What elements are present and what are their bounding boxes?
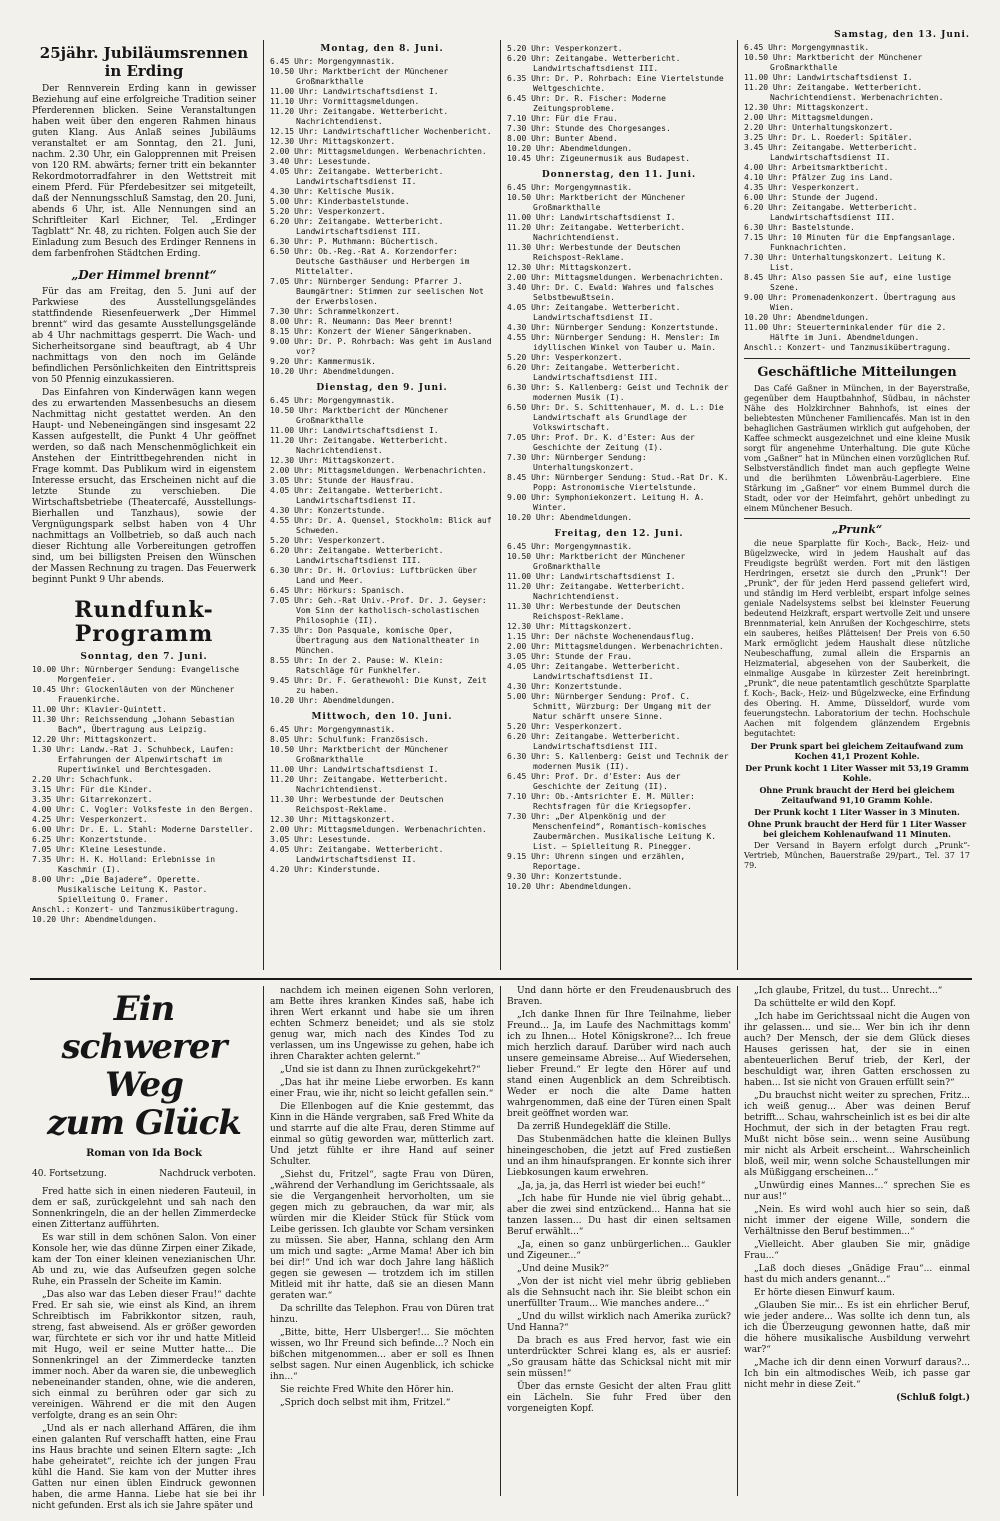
radio-program-item: 11.00 Uhr: Landwirtschaftsdienst I. (507, 213, 676, 222)
radio-program-item: 6.25 Uhr: Konzertstunde. (32, 835, 148, 844)
novel-paragraph: Fred hatte sich in einen niederen Fauteuil, in dem er saß, zurückgelehnt und sah nach den Sonnenkringeln, die an der hellen Zimmerdecke einen Zittertanz aufführten. (32, 1187, 256, 1230)
radio-program-item: 4.05 Uhr: Zeitangabe. Wetterbericht. Landwirtschaftsdienst II. (507, 662, 681, 681)
novel-paragraph: „Siehst du, Fritzel“, sagte Frau von Düren, „während der Verhandlung im Gerichtssaale, als sie die Vergangenheit hervorholten, um sie gegen mich zu gebrauchen, da war mir, als würden mir die Kleider Stück für Stück vom Leibe gerissen. Ich glaubte vor Scham versinken zu müssen. Sie aber, Hanna, schlang den Arm um mich und sagte: „Arme Mama! Aber ich bin bei dir!“ Und ich war doch Jahre lang häßlich gegen sie gewesen — trotzdem ich im stillen Mitleid mit ihr hatte, daß sie an diesen Mann geraten war.“ (270, 1170, 494, 1301)
radio-program-item: 10.00 Uhr: Nürnberger Sendung: Evangelische Morgenfeier. (32, 665, 240, 684)
radio-program-item: 3.35 Uhr: Gitarrekonzert. (32, 795, 153, 804)
radio-day-list (270, 396, 494, 706)
radio-program-item: 11.30 Uhr: Werbestunde der Deutschen Reichspost-Reklame. (270, 795, 444, 814)
radio-day-heading: Donnerstag, den 11. Juni. (541, 170, 697, 180)
radio-program-item: 10.20 Uhr: Abendmeldungen. (507, 882, 633, 891)
radio-program-item: 7.30 Uhr: Unterhaltungskonzert. Leitung K. List. (744, 253, 947, 272)
radio-program-item: 10.50 Uhr: Marktbericht der Münchener Großmarkthalle (270, 406, 449, 425)
radio-program-item: 11.00 Uhr: Klavier-Quintett. (32, 705, 167, 714)
radio-program-item: 5.20 Uhr: Vesperkonzert. (270, 207, 386, 216)
column-third-top (507, 44, 731, 974)
column-rule-2 (500, 40, 501, 970)
divider (744, 518, 970, 519)
radio-program-item: 6.45 Uhr: Prof. Dr. d'Ester: Aus der Geschichte der Zeitung (II). (507, 772, 681, 791)
radio-program-item: 9.30 Uhr: Konzertstunde. (507, 872, 623, 881)
radio-program-item: 8.55 Uhr: In der 2. Pause: W. Klein: Ratschläge für Funkhelfer. (270, 656, 444, 675)
radio-day-list (270, 725, 494, 875)
radio-program-item: 9.00 Uhr: Symphoniekonzert. Leitung H. A. Winter. (507, 493, 705, 512)
novel-paragraph: „Bitte, bitte, Herr Ulsberger!... Sie möchten wissen, wo Ihr Freund sich befinde...? Noch ein bißchen mitgenommen... aber er soll es Ihnen selbst sagen. Nur einen Augenblick, ich schicke ihn...“ (270, 1328, 494, 1382)
novel-paragraph: Und dann hörte er den Freudenausbruch des Braven. (507, 986, 731, 1007)
novel-installment: 40. Fortsetzung. (32, 1169, 107, 1179)
radio-program-item: 6.20 Uhr: Zeitangabe. Wetterbericht. Landwirtschaftsdienst III. (507, 363, 681, 382)
radio-day-heading: Dienstag, den 9. Juni. (316, 383, 448, 393)
radio-program-item: 4.25 Uhr: Vesperkonzert. (32, 815, 148, 824)
radio-program-item: 4.30 Uhr: Keltische Musik. (270, 187, 396, 196)
radio-program-item: 8.45 Uhr: Also passen Sie auf, eine lustige Szene. (744, 273, 952, 292)
radio-program-item: 7.10 Uhr: Ob.-Amtsrichter E. M. Müller: Rechtsfragen für die Kriegsopfer. (507, 792, 695, 811)
radio-program-item: 4.20 Uhr: Kinderstunde. (270, 865, 381, 874)
prunk-text: die neue Sparplatte für Koch-, Back-, Heiz- und Bügelzwecke, wird in jedem Haushalt auf das Freudigste begrüßt werden. Fort mit den lästigen Herdringen, ersetzt sie durch den „Prunk“! Der „Prunk“, der für jeden Herd passend geliefert wird, und ständig im Herd verbleibt, erspart infolge seines geniale Nadelsystems selbst bei kleinster Feuerung bedeutend Heizkraft, erspart wertvolle Zeit und unsere Brennmaterial, kein Anrußen der Kochgeschirre, stets ein sauberes, heißes Plätteisen! Der Preis von 6.50 Mark ermöglicht jedem Haushalt diese nützliche Neubeschaffung, zumal allein die Ersparnis an Heizmaterial, abgesehen von der Sauberkeit, die einmalige Ausgabe in kürzester Zeit hereinbringt. „Prunk“, die neue patentamtlich geschützte Sparplatte f. Koch-, Back-, Heiz- und Bügelzwecke, eine Erfindung des Obering. H. Amme, Düsseldorf, wurde vom feuerungstechn. Laboratorium der techn. Hochschule Aachen mit folgendem glänzendem Ergebnis begutachtet: (744, 539, 970, 738)
radio-day-heading: Samstag, den 13. Juni. (834, 30, 970, 40)
radio-program-item: Anschl.: Konzert- und Tanzmusikübertragung. (744, 343, 952, 352)
radio-program-item: 6.30 Uhr: S. Kallenberg: Geist und Technik der modernen Musik (I). (507, 383, 729, 402)
radio-program-item: 9.45 Uhr: Dr. F. Gerathewohl: Die Kunst, Zeit zu haben. (270, 676, 487, 695)
radio-program-item: 10.50 Uhr: Marktbericht der Münchener Großmarkthalle (507, 552, 686, 571)
radio-program-item: 5.20 Uhr: Vesperkonzert. (507, 722, 623, 731)
novel-paragraph: nachdem ich meinen eigenen Sohn verloren, am Bette ihres kranken Kindes saß, habe ich ihren Wert erkannt und habe sie um ihren echten Schmerz beneidet; und als sie stolz genug war, mich nach des Kindes Tod zu verlassen, um ins Ungewisse zu gehen, habe ich ihren Charakter achten gelernt.“ (270, 986, 494, 1062)
radio-program-item: 6.20 Uhr: Zeitangabe. Wetterbericht. Landwirtschaftsdienst III. (744, 203, 918, 222)
radio-program-item: 6.50 Uhr: Dr. S. Schittenhauer, M. d. L.: Die Landwirtschaft als Grundlage der Volkswirtschaft. (507, 403, 724, 432)
novel-paragraph: „Glauben Sie mir... Es ist ein ehrlicher Beruf, wie jeder andere... Was sollte ich denn tun, als ich die Überzeugung gewonnen hatte, daß mir die höhere musikalische Ausbildung verwehrt war?“ (744, 1301, 970, 1355)
radio-program-item: 2.20 Uhr: Unterhaltungskonzert. (744, 123, 894, 132)
radio-program-item: 11.00 Uhr: Landwirtschaftsdienst I. (507, 572, 676, 581)
radio-day-heading: Sonntag, den 7. Juni. (80, 652, 208, 662)
column-rule-1 (263, 40, 264, 970)
radio-program-item: 9.20 Uhr: Kammermusik. (270, 357, 376, 366)
radio-program-item: 11.20 Uhr: Zeitangabe. Wetterbericht. Nachrichtendienst. Werbenachrichten. (744, 83, 944, 102)
radio-program-item: 11.00 Uhr: Landwirtschaftsdienst I. (270, 426, 439, 435)
novel-paragraph: „Ich danke Ihnen für Ihre Teilnahme, lieber Freund... Ja, im Laufe des Nachmittags komm' ich zu Ihnen... Hotel Königskrone?... Ich freue mich herzlich darauf. Darüber wird nach auch unsere gemeinsame Abreise... Auf Wiedersehen, lieber Freund.“ Er legte den Hörer auf und stand einen Augenblick an dem Schreibtisch. Weder er noch die alte Dame hatten wahrgenommen, daß eine der Türen einen Spalt breit geöffnet worden war. (507, 1010, 731, 1119)
novel-paragraph: „Ja, einen so ganz unbürgerlichen... Gaukler und Zigeuner...“ (507, 1240, 731, 1261)
prunk-result-5: Ohne Prunk braucht der Herd für 1 Liter Wasser bei gleichem Kohlenaufwand 11 Minuten. (747, 819, 967, 839)
radio-program-item: 5.20 Uhr: Vesperkonzert. (270, 536, 386, 545)
novel-rule-3 (737, 986, 738, 1496)
novel-rule-1 (263, 986, 264, 1496)
radio-program-item: 7.30 Uhr: Stunde des Chorgesanges. (507, 124, 671, 133)
radio-program-item: 8.45 Uhr: Nürnberger Sendung: Stud.-Rat Dr. K. Popp: Astronomische Viertelstunde. (507, 473, 729, 492)
novel-paragraph: „Vielleicht. Aber glauben Sie mir, gnädige Frau...“ (744, 1240, 970, 1261)
radio-program-item: 4.10 Uhr: Pfälzer Zug ins Land. (744, 173, 894, 182)
radio-program-item: 11.20 Uhr: Zeitangabe. Wetterbericht. Nachrichtendienst. (507, 582, 686, 601)
radio-program-item: 2.00 Uhr: Mittagsmeldungen. (744, 113, 875, 122)
radio-program-item: 4.30 Uhr: Nürnberger Sendung: Konzertstunde. (507, 323, 719, 332)
column-right-top (744, 30, 970, 974)
radio-program-item: 9.15 Uhr: Uhrenn singen und erzählen, Reportage. (507, 852, 686, 871)
radio-program-item: 10.50 Uhr: Marktbericht der Münchener Großmarkthalle (270, 67, 449, 86)
radio-day-heading: Mittwoch, den 10. Juni. (311, 712, 453, 722)
radio-program-item: 4.05 Uhr: Zeitangabe. Wetterbericht. Landwirtschaftsdienst II. (270, 486, 444, 505)
radio-program-item: 6.45 Uhr: Morgengymnastik. (270, 396, 396, 405)
radio-program-item: 3.05 Uhr: Stunde der Hausfrau. (270, 476, 415, 485)
radio-program-item: 6.45 Uhr: Dr. R. Fischer: Moderne Zeitungsprobleme. (507, 94, 666, 113)
radio-day-list (507, 183, 731, 523)
radio-program-item: 12.30 Uhr: Mittagskonzert. (507, 622, 633, 631)
radio-program-item: Anschl.: Konzert- und Tanzmusikübertragung. (32, 905, 240, 914)
novel-paragraph: „Von der ist nicht viel mehr übrig geblieben als die Sehnsucht nach ihr. Sie bleibt schon ein unerfüllter Traum... Wie manches andere...“ (507, 1277, 731, 1309)
novel-text (744, 986, 970, 1404)
novel-rule-2 (500, 986, 501, 1496)
radio-day-list (270, 57, 494, 377)
radio-program-item: 4.30 Uhr: Konzertstunde. (507, 682, 623, 691)
radio-program-item: 11.00 Uhr: Landwirtschaftsdienst I. (270, 765, 439, 774)
radio-program-item: 3.25 Uhr: Dr. L. Roederl: Spitäler. (744, 133, 913, 142)
novel-paragraph: Sie reichte Fred White den Hörer hin. (280, 1385, 454, 1395)
radio-day-list (507, 542, 731, 892)
novel-paragraph: „Ja, ja, ja, das Herrl ist wieder bei euch!“ (517, 1181, 706, 1191)
radio-program-item: 5.00 Uhr: Kinderbastelstunde. (270, 197, 410, 206)
radio-program-item: 9.00 Uhr: Promenadenkonzert. Übertragung aus Wien. (744, 293, 956, 312)
radio-program-item: 6.45 Uhr: Hörkurs: Spanisch. (270, 586, 405, 595)
radio-program-item: 9.00 Uhr: Dr. P. Rohrbach: Was geht im Ausland vor? (270, 337, 492, 356)
radio-program-item: 7.05 Uhr: Geh.-Rat Univ.-Prof. Dr. J. Geyser: Vom Sinn der katholisch-scholastischen Philosophie (II). (270, 596, 487, 625)
novel-paragraph: (Schluß folgt.) (896, 1393, 970, 1403)
radio-program-item: 11.10 Uhr: Vormittagsmeldungen. (270, 97, 420, 106)
radio-program-item: 4.00 Uhr: C. Vogler: Volksfeste in den Bergen. (32, 805, 254, 814)
radio-program-item: 3.05 Uhr: Stunde der Frau. (507, 652, 633, 661)
radio-program-item: 4.55 Uhr: Dr. A. Quensel, Stockholm: Blick auf Schweden. (270, 516, 492, 535)
radio-day-heading: Freitag, den 12. Juni. (554, 529, 684, 539)
novel-paragraph: „Laß doch dieses „Gnädige Frau“... einmal hast du mich anders genannt...“ (744, 1264, 970, 1285)
radio-program-item: 12.30 Uhr: Mittagskonzert. (270, 456, 396, 465)
radio-program-item: 10.50 Uhr: Marktbericht der Münchener Großmarkthalle (507, 193, 686, 212)
prunk-result-2: Der Prunk kocht 1 Liter Wasser mit 53,19 Gramm Kohle. (745, 763, 969, 783)
novel-paragraph: „Mache ich dir denn einen Vorwurf daraus?... Ich bin ein altmodisches Weib, ich passe gar nicht mehr in diese Zeit.“ (744, 1358, 970, 1390)
radio-program-item: 11.20 Uhr: Zeitangabe. Wetterbericht. Nachrichtendienst. (270, 107, 449, 126)
column-second-top (270, 44, 494, 974)
novel-text (32, 1187, 256, 1512)
radio-program-item: 11.20 Uhr: Zeitangabe. Wetterbericht. Nachrichtendienst. (270, 775, 449, 794)
jubilee-text: Der Rennverein Erding kann in gewisser Beziehung auf eine erfolgreiche Tradition seiner Pferderennen blicken. Seine Veranstaltungen haben weit über den engeren Rahmen hinaus guten Klang. Aus Anlaß seines Jubiläums veranstaltet er am Sonntag, den 21. Juni, nachm. 2.30 Uhr, ein Galopprennen mit Preisen von 120 RM. abwärts; ferner tritt ein bekannter Rekordmotorradfahrer in den Wettstreit mit einem Pferd. Für Pferdebesitzer sei mitgeteilt, daß der Nennungsschluß Samstag, den 20. Juni, abends 6 Uhr, ist. Alle Nennungen sind an Schriftleiter Karl Eichner, Tel. „Erdinger Tagblatt“ Nr. 48, zu richten. Folgen auch Sie der Einladung zum Besuch des Erdinger Rennens in dem farbenfrohen Städtchen Erding. (32, 84, 256, 259)
radio-program-item: 8.15 Uhr: Konzert der Wiener Sängerknaben. (270, 327, 473, 336)
himmel-title: „Der Himmel brennt“ (71, 268, 217, 282)
novel-paragraph: „Ich glaube, Fritzel, du tust... Unrecht...“ (754, 986, 943, 996)
novel-paragraph: „Das hat ihr meine Liebe erworben. Es kann einer Frau, wie ihr, nicht so leicht gefallen sein.“ (270, 1078, 494, 1099)
novel-paragraph: „Sprich doch selbst mit ihm, Fritzel.“ (280, 1398, 451, 1408)
novel-paragraph: „Und als er nach allerhand Affären, die ihm einen galanten Ruf verschafft hatten, eine Frau ins Haus brachte und seinen Eltern sagte: „Ich habe geheiratet“, reichte ich der jungen Frau kühl die Hand. Sie kam von der Mutter ihres Gatten nur einen üblen Eindruck gewonnen haben, die arme Hanna. Liebe hat sie bei ihr nicht gefunden. Erst als ich sie Jahre später und (32, 1424, 256, 1511)
radio-program-item: 4.05 Uhr: Zeitangabe. Wetterbericht. Landwirtschaftsdienst II. (270, 845, 444, 864)
radio-program-item: 3.15 Uhr: Für die Kinder. (32, 785, 153, 794)
radio-program-item: 6.45 Uhr: Morgengymnastik. (270, 57, 396, 66)
novel-paragraph: Die Ellenbogen auf die Knie gestemmt, das Kinn in die Hände vergraben, saß Fred White da und starrte auf die alte Frau, deren Stimme auf einmal so gütig geworden war, mütterlich zart. Und jetzt fühlte er ihre Hand auf seiner Schulter. (270, 1102, 494, 1167)
radio-program-item: 12.30 Uhr: Mittagskonzert. (507, 263, 633, 272)
novel-paragraph: Über das ernste Gesicht der alten Frau glitt ein Lächeln. Sie fuhr Fred über den vorgeneigten Kopf. (507, 1382, 731, 1414)
novel-paragraph: „Unwürdig eines Mannes...“ sprechen Sie es nur aus!“ (744, 1181, 970, 1202)
radio-program-item: 4.05 Uhr: Zeitangabe. Wetterbericht. Landwirtschaftsdienst II. (507, 303, 681, 322)
radio-program-item: 12.30 Uhr: Mittagskonzert. (744, 103, 870, 112)
novel-paragraph: „Ich habe für Hunde nie viel übrig gehabt... aber die zwei sind entzückend... Hanna hat sie tanzen lassen... Du hast dir einen seltsamen Beruf erwählt...“ (507, 1194, 731, 1237)
novel-title-line-2: zum Glück (47, 1103, 241, 1143)
radio-program-item: 10.20 Uhr: Abendmeldungen. (744, 313, 870, 322)
radio-program-item: 4.35 Uhr: Vesperkonzert. (744, 183, 860, 192)
radio-program-item: 6.20 Uhr: Zeitangabe. Wetterbericht. Landwirtschaftsdienst III. (270, 546, 444, 565)
radio-program-item: 7.05 Uhr: Kleine Lesestunde. (32, 845, 167, 854)
prunk-result-3: Ohne Prunk braucht der Herd bei gleichem Zeitaufwand 91,10 Gramm Kohle. (759, 785, 955, 805)
novel-paragraph: „Das also war das Leben dieser Frau!“ dachte Fred. Er sah sie, wie einst als Kind, an ihrem Schreibtisch im Fabrikkontor sitzen, rauh, streng, fast abweisend. Als er größer geworden war, fürchtete er sich vor ihr und hatte Mitleid mit Hugo, weil er seine Mutter hatte... Die Sonnenkringel an der Zimmerdecke tanzten immer noch. Aber da waren sie, die unbeweglich nebeneinander standen, ohne, wie die anderen, sich einmal zu berühren oder gar sich zu vereinigen. Während er die mit den Augen verfolgte, drang es an sein Ohr: (32, 1290, 256, 1421)
radio-program-item: 8.05 Uhr: Schulfunk: Französisch. (270, 735, 429, 744)
radio-program-item: 12.30 Uhr: Mittagskonzert. (270, 815, 396, 824)
radio-program-item: 3.45 Uhr: Zeitangabe. Wetterbericht. Landwirtschaftsdienst II. (744, 143, 918, 162)
radio-program-item: 4.30 Uhr: Konzertstunde. (270, 506, 386, 515)
radio-program-item: 7.05 Uhr: Nürnberger Sendung: Pfarrer J. Baumgärtner: Stimmen zur seelischen Not der Erwerbslosen. (270, 277, 484, 306)
radio-program-item: 7.30 Uhr: „Der Alpenkönig und der Menschenfeind“, Romantisch-komisches Zaubermärchen. Musikalische Leitung K. List. — Spielleitung R. Pinegger. (507, 812, 717, 851)
radio-program-item: 1.15 Uhr: Der nächste Wochenendausflug. (507, 632, 695, 641)
novel-title-line-1: Ein schwerer Weg (61, 989, 227, 1105)
radio-program-item: 11.00 Uhr: Landwirtschaftsdienst I. (744, 73, 913, 82)
radio-day-list (32, 665, 256, 925)
radio-program-item: 6.20 Uhr: Zeitangabe. Wetterbericht. Landwirtschaftsdienst III. (507, 54, 681, 73)
novel-paragraph: Das Stubenmädchen hatte die kleinen Bullys hineingeschoben, die jetzt auf Fred zustießen und an ihm hinaufsprangen. Er konnte sich ihrer Liebkosungen kaum erwehren. (507, 1135, 731, 1178)
radio-program-item: 6.20 Uhr: Zeitangabe. Wetterbericht. Landwirtschaftsdienst III. (270, 217, 444, 236)
radio-program-item: 2.00 Uhr: Mittagsmeldungen. Werbenachrichten. (270, 825, 487, 834)
novel-paragraph: „Und sie ist dann zu Ihnen zurückgekehrt?“ (280, 1065, 481, 1075)
himmel-paragraph-2: Das Einfahren von Kinderwägen kann wegen des zu erwartenden Massenbesuchs an diesem Nachmittag nicht gestattet werden. An den Haupt- und Nebeneingängen sind insgesamt 22 Kassen aufgestellt, die Punkt 4 Uhr geöffnet werden, so daß nach Menschenmöglichkeit ein Anstehen der Eintrittbegehrenden nicht in Frage kommt. Das Publikum wird in eigenstem Interesse ersucht, das Erscheinen nicht auf die letzte Stunde zu verschieben. Die Wirtschaftsbetriebe (Theatercafé, Ausstellungs-Bierhallen und Tanzhaus), sowie der Vergnügungspark selbst haben von 4 Uhr nachmittags an Vollbetrieb, so daß auch nach dieser Richtung alle Vorbereitungen getroffen sind, um bei billigsten Preisen den Wünschen der Massen Rechnung zu tragen. Das Feuerwerk beginnt Punkt 9 Uhr abends. (32, 388, 256, 585)
novel-text (507, 986, 731, 1415)
novel-paragraph: Es war still in dem schönen Salon. Von einer Konsole her, wie das dünne Zirpen einer Zikade, kam der Ton einer kleinen venezianischen Uhr. Ab und zu, wie das Aufseufzen gegen solche Ruhe, ein Prasseln der Scheite im Kamin. (32, 1233, 256, 1287)
novel-paragraph: Da zerriß Hundegekläff die Stille. (517, 1122, 671, 1132)
novel-column-3 (507, 986, 731, 1498)
radio-program-item: 6.45 Uhr: Morgengymnastik. (507, 542, 633, 551)
radio-program-item: 6.00 Uhr: Stunde der Jugend. (744, 193, 879, 202)
radio-program-item: 10.20 Uhr: Abendmeldungen. (270, 367, 396, 376)
radio-program-item: 7.15 Uhr: 10 Minuten für die Empfangsanlage. Funknachrichten. (744, 233, 956, 252)
novel-text (270, 986, 494, 1409)
novel-paragraph: „Nein. Es wird wohl auch hier so sein, daß nicht immer der eigene Wille, sondern die Verhältnisse den Beruf bestimmen...“ (744, 1205, 970, 1237)
radio-program-item: 7.30 Uhr: Schrammelkonzert. (270, 307, 401, 316)
radio-program-item: 12.20 Uhr: Mittagskonzert. (32, 735, 158, 744)
novel-paragraph: „Und du willst wirklich nach Amerika zurück? Und Hanna?“ (507, 1312, 731, 1333)
radio-day-list (507, 44, 731, 164)
radio-program-item: 11.00 Uhr: Steuerterminkalender für die 2. Hälfte im Juni. Abendmeldungen. (744, 323, 947, 342)
radio-program-item: 1.30 Uhr: Landw.-Rat J. Schuhbeck, Laufen: Erfahrungen der Alpenwirtschaft im Rupertiwinkel und Berchtesgaden. (32, 745, 235, 774)
radio-program-item: 5.20 Uhr: Vesperkonzert. (507, 353, 623, 362)
radio-program-item: 11.30 Uhr: Werbestunde der Deutschen Reichspost-Reklame. (507, 602, 681, 621)
radio-day-heading: Montag, den 8. Juni. (320, 44, 444, 54)
radio-program-item: 4.05 Uhr: Zeitangabe. Wetterbericht. Landwirtschaftsdienst II. (270, 167, 444, 186)
jubilee-title: 25jähr. Jubiläumsrennen in Erding (39, 44, 249, 80)
novel-paragraph: „Du brauchst nicht weiter zu sprechen, Fritz... ich weiß genug... Aber was deinen Beruf betrifft... Schau, wahrscheinlich ist es bei dir alte Hochmut, der sich in der betagten Frau regt. Mußt nicht böse sein... wenn seine Ausübung mir nicht als Arbeit erscheint... Wahrscheinlich bloß, weil mir, wenn solche Schaustellungen mir als Müßiggang erscheinen...“ (744, 1091, 970, 1178)
radio-program-item: 10.45 Uhr: Zigeunermusik aus Budapest. (507, 154, 691, 163)
radio-program-item: 3.05 Uhr: Lesestunde. (270, 835, 372, 844)
radio-program-item: 7.10 Uhr: Für die Frau. (507, 114, 618, 123)
prunk-result-1: Der Prunk spart bei gleichem Zeitaufwand zum Kochen 41,1 Prozent Kohle. (750, 741, 964, 761)
radio-program-item: 10.50 Uhr: Marktbericht der Münchener Großmarkthalle (744, 53, 923, 72)
radio-program-item: 6.30 Uhr: P. Muthmann: Büchertisch. (270, 237, 439, 246)
radio-program-item: 7.30 Uhr: Nürnberger Sendung: Unterhaltungskonzert. (507, 453, 647, 472)
radio-program-item: 8.00 Uhr: R. Neumann: Das Meer brennt! (270, 317, 454, 326)
radio-program-item: 11.30 Uhr: Reichssendung „Johann Sebastian Bach“, Übertragung aus Leipzig. (32, 715, 235, 734)
prunk-shipping: Der Versand in Bayern erfolgt durch „Prunk“-Vertrieb, München, Bauerstraße 29/part., Tel. 37 17 79. (744, 841, 970, 870)
novel-paragraph: Da brach es aus Fred hervor, fast wie ein unterdrückter Schrei klang es, als er ausrief: „So grausam hätte das Schicksal nicht mit mir sein müssen!“ (507, 1336, 731, 1379)
radio-program-item: 10.50 Uhr: Marktbericht der Münchener Großmarkthalle (270, 745, 449, 764)
divider (744, 358, 970, 359)
radio-program-item: 6.35 Uhr: Dr. P. Rohrbach: Eine Viertelstunde Weltgeschichte. (507, 74, 724, 93)
radio-program-item: 12.30 Uhr: Mittagskonzert. (270, 137, 396, 146)
business-title: Geschäftliche Mitteilungen (757, 365, 957, 380)
radio-program-item: 6.30 Uhr: Bastelstunde. (744, 223, 855, 232)
radio-program-item: 2.20 Uhr: Schachfunk. (32, 775, 134, 784)
radio-program-item: 7.05 Uhr: Prof. Dr. K. d'Ester: Aus der Geschichte der Zeitung (I). (507, 433, 695, 452)
radio-program-item: 11.00 Uhr: Landwirtschaftsdienst I. (270, 87, 439, 96)
novel-column-2 (270, 986, 494, 1498)
radio-program-item: 2.00 Uhr: Mittagsmeldungen. Werbenachrichten. (270, 466, 487, 475)
prunk-result-4: Der Prunk kocht 1 Liter Wasser in 3 Minuten. (754, 807, 960, 817)
radio-program-item: 6.45 Uhr: Morgengymnastik. (270, 725, 396, 734)
radio-title: Rundfunk-Programm (74, 597, 214, 647)
novel-author: Roman von Ida Bock (86, 1148, 202, 1159)
radio-program-item: 4.55 Uhr: Nürnberger Sendung: H. Mensler: Im idyllischen Winkel von Tauber u. Main. (507, 333, 719, 352)
radio-program-item: 6.45 Uhr: Morgengymnastik. (507, 183, 633, 192)
radio-program-item: 7.35 Uhr: Don Pasquale, komische Oper, Übertragung aus dem Nationaltheater in München. (270, 626, 480, 655)
radio-program-item: 6.30 Uhr: Dr. H. Orlovius: Luftbrücken über Land und Meer. (270, 566, 478, 585)
novel-paragraph: „Und deine Musik?“ (517, 1264, 610, 1274)
radio-program-item: 5.20 Uhr: Vesperkonzert. (507, 44, 623, 53)
radio-program-item: 3.40 Uhr: Lesestunde. (270, 157, 372, 166)
radio-program-item: 8.00 Uhr: „Die Bajadere“. Operette. Musikalische Leitung K. Pastor. Spielleitung O. Framer. (32, 875, 208, 904)
radio-program-item: 8.00 Uhr: Bunter Abend. (507, 134, 618, 143)
radio-program-item: 11.20 Uhr: Zeitangabe. Wetterbericht. Nachrichtendienst. (270, 436, 449, 455)
radio-program-item: 11.20 Uhr: Zeitangabe. Wetterbericht. Nachrichtendienst. (507, 223, 686, 242)
radio-program-item: 5.00 Uhr: Nürnberger Sendung: Prof. C. Schmitt, Würzburg: Der Umgang mit der Natur schärft unsere Sinne. (507, 692, 712, 721)
novel-paragraph: Er hörte diesen Einwurf kaum. (754, 1288, 895, 1298)
radio-program-item: 10.45 Uhr: Glockenläuten von der Münchener Frauenkirche. (32, 685, 235, 704)
radio-program-item: 4.00 Uhr: Arbeitsmarktbericht. (744, 163, 889, 172)
novel-paragraph: „Ich habe im Gerichtssaal nicht die Augen von ihr gelassen... und sie... Wer bin ich ihr denn auch? Der Mensch, der sie dem Glück dieses Hauses gerissen hat, der sie in einen abenteuerlichen Beruf trieb, der Kerl, der beschuldigt war, ihren Gatten erschossen zu haben... Ist sie nicht von Grauen erfüllt sein?“ (744, 1012, 970, 1088)
novel-reprint-notice: Nachdruck verboten. (159, 1169, 256, 1179)
radio-program-item: 2.00 Uhr: Mittagsmeldungen. Werbenachrichten. (507, 642, 724, 651)
novel-column-4 (744, 986, 970, 1498)
column-rule-3 (737, 40, 738, 970)
business-text: Das Café Gaßner in München, in der Bayerstraße, gegenüber dem Hauptbahnhof, Südbau, in nächster Nähe des Holzkirchner Bahnhofs, ist eines der beliebtesten Münchener Familiencafés. Man ist in den behaglichen Gasträumen wirklich gut aufgehoben, der Kaffee schmeckt ausgezeichnet und eine kleine Musik sorgt für angenehme Unterhaltung. Die gute Küche vom „Gaßner“ hat in München einen vorzüglichen Ruf. Selbstverständlich findet man auch gepflegte Weine und die berühmten Löwenbräu-Lagerbiere. Eine Stärkung im „Gaßner“ vor einem Bummel durch die Stadt, oder vor der Heimfahrt, gehört unbedingt zu einem Münchener Besuch. (744, 384, 970, 513)
radio-program-item: 10.20 Uhr: Abendmeldungen. (507, 144, 633, 153)
radio-program-item: 10.20 Uhr: Abendmeldungen. (32, 915, 158, 924)
himmel-paragraph-1: Für das am Freitag, den 5. Juni auf der Parkwiese des Ausstellungsgeländes stattfindende Riesenfeuerwerk „Der Himmel brennt“ wird das gesamte Ausstellungsgelände ab 4 Uhr nachmittags gesperrt. Die Wach- und Sicherheitsorgane sind beauftragt, ab 4 Uhr nachmittags von den noch im Gelände befindlichen Persönlichkeiten den Eintrittspreis von 50 Pfennig einzukassieren. (32, 287, 256, 385)
section-rule (30, 978, 972, 980)
radio-program-item: 2.00 Uhr: Mittagsmeldungen. Werbenachrichten. (507, 273, 724, 282)
radio-program-item: 10.20 Uhr: Abendmeldungen. (507, 513, 633, 522)
radio-program-item: 6.00 Uhr: Dr. E. L. Stahl: Moderne Darsteller. (32, 825, 254, 834)
radio-program-item: 6.50 Uhr: Ob.-Reg.-Rat A. Korzendorfer: Deutsche Gasthäuser und Herbergen im Mittelalter. (270, 247, 470, 276)
radio-program-item: 2.00 Uhr: Mittagsmeldungen. Werbenachrichten. (270, 147, 487, 156)
column-left-top (32, 44, 256, 974)
novel-paragraph: Da schrillte das Telephon. Frau von Düren trat hinzu. (270, 1304, 494, 1325)
radio-program-item: 10.20 Uhr: Abendmeldungen. (270, 696, 396, 705)
radio-program-item: 7.35 Uhr: H. K. Holland: Erlebnisse in Kaschmir (I). (32, 855, 216, 874)
novel-paragraph: Da schüttelte er wild den Kopf. (754, 999, 896, 1009)
radio-program-item: 6.20 Uhr: Zeitangabe. Wetterbericht. Landwirtschaftsdienst III. (507, 732, 681, 751)
prunk-title: „Prunk“ (831, 523, 883, 536)
radio-program-item: 12.15 Uhr: Landwirtschaftlicher Wochenbericht. (270, 127, 492, 136)
novel-column-1 (32, 986, 256, 1511)
radio-day-list (744, 43, 970, 353)
radio-program-item: 6.30 Uhr: S. Kallenberg: Geist und Technik der modernen Musik (II). (507, 752, 729, 771)
radio-program-item: 6.45 Uhr: Morgengymnastik. (744, 43, 870, 52)
radio-program-item: 3.40 Uhr: Dr. C. Ewald: Wahres und falsches Selbstbewußtsein. (507, 283, 715, 302)
radio-program-item: 11.30 Uhr: Werbestunde der Deutschen Reichspost-Reklame. (507, 243, 681, 262)
